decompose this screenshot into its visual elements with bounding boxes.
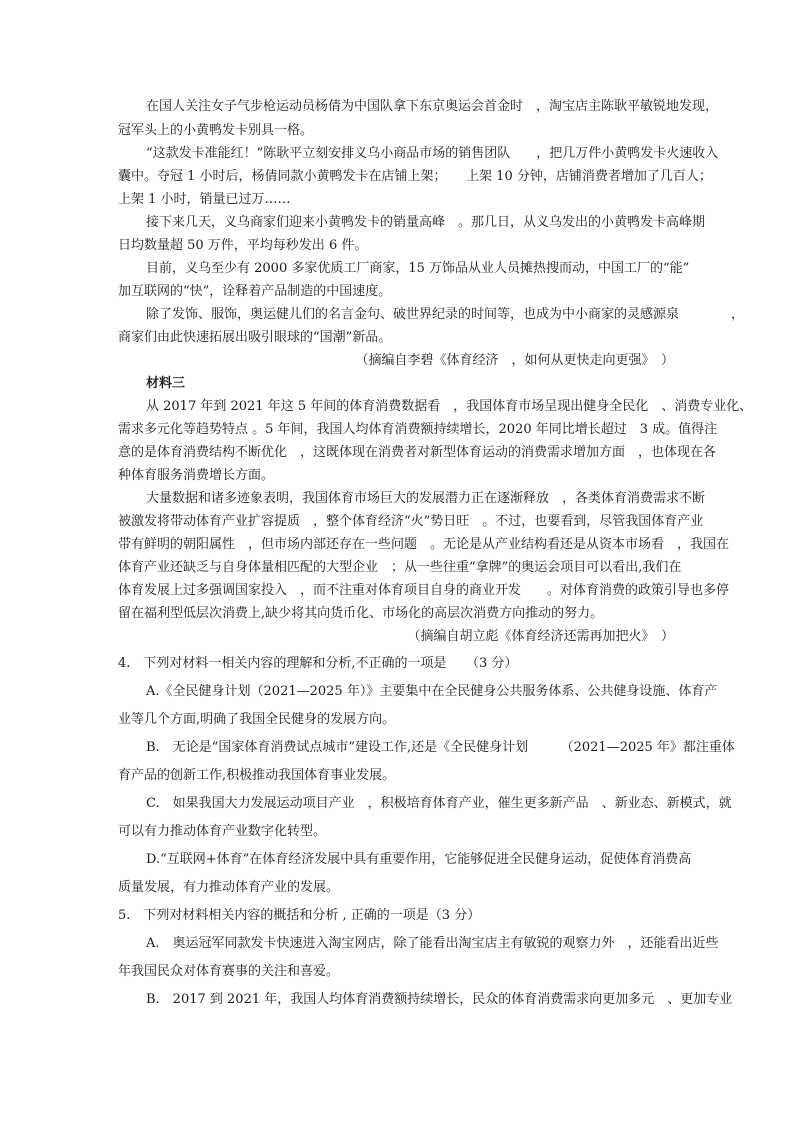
para-line: 除了发饰、服饰，奥运健儿们的名言金句、破世界纪录的时间等，也成为中小商家的灵感源泉 ， (146, 307, 745, 322)
para-line: 被激发将带动体育产业扩容提质 ，整个体育经济“火”势日旺 。不过，也要看到，尽管我国体育产业 (118, 514, 704, 529)
para-line: 意的是体育消费结构不断优化 ，这既体现在消费者对新型体育运动的消费需求增加方面 ，也体现在各 (118, 445, 717, 460)
para-line: 需求多元化等趋势特点 。5 年间，我国人均体育消费额持续增长，2020 年同比增长超过 3 成。值得注 (118, 422, 718, 437)
para-line: 在国人关注女子气步枪运动员杨倩为中国队拿下东京奥运会首金时 ，淘宝店主陈耿平敏锐地发现， (146, 99, 719, 114)
source-citation: （摘编自胡立彪《体育经济还需再加把火》 ） (407, 629, 674, 644)
question-4-option-a-cont: 业等几个方面,明确了我国全民健身的发展方向。 (118, 712, 396, 727)
para-line: 目前，义乌至少有 2000 多家优质工厂商家，15 万饰品从业人员摊热搜而动，中国工厂的“能” (146, 261, 690, 276)
para-line: 日均数量超 50 万件，平均每秒发出 6 件。 (118, 238, 368, 253)
section-heading: 材料三 (146, 376, 186, 391)
question-5-stem: 5. 下列对材料相关内容的概括和分析 , 正确的一项是（3 分） (118, 908, 481, 923)
question-4-option-a: A.《全民健身计划（2021—2025 年）》主要集中在全民健身公共服务体系、公共健身设施、体育产 (146, 684, 718, 699)
para-line: 从 2017 年到 2021 年这 5 年间的体育消费数据看 ，我国体育市场呈现出健身全民化 、消费专业化、 (146, 399, 753, 414)
question-4-option-b-cont: 育产品的创新工作,积极推动我国体育事业发展。 (118, 768, 396, 783)
para-line: 囊中。夺冠 1 小时后，杨倩同款小黄鸭发卡在店铺上架； 上架 10 分钟，店铺消费者增加了几百人； (118, 169, 712, 184)
para-line: 上架 1 小时，销量已过万…… (118, 192, 291, 207)
question-4-option-d-cont: 质量发展，有力推动体育产业的发展。 (118, 880, 340, 895)
question-4-option-b: B. 无论是“国家体育消费试点城市”建设工作,还是《全民健身计划 （2021—2025 年》都注重体 (146, 740, 735, 755)
para-line: 商家们由此快速拓展出吸引眼球的“国潮”新品。 (118, 330, 392, 345)
question-4-option-c-cont: 可以有力推动体育产业数字化转型。 (118, 824, 327, 839)
para-line: 种体育服务消费增长方面。 (118, 468, 275, 483)
para-line: 带有鲜明的朝阳属性 ，但市场内部还存在一些问题 。无论是从产业结构看还是从资本市场看 ，我国在 (118, 537, 730, 552)
para-line: 接下来几天，义乌商家们迎来小黄鸭发卡的销量高峰 。那几日，从义乌发出的小黄鸭发卡高峰期 (146, 215, 706, 230)
question-5-option-b: B. 2017 到 2021 年，我国人均体育消费额持续增长，民众的体育消费需求向更加多元 、更加专业 (146, 992, 733, 1007)
para-line: 留在福利型低层次消费上,缺少将其向货币化、市场化的高层次消费方向推动的努力。 (118, 606, 604, 621)
para-line: “这款发卡准能红！”陈耿平立刻安排义乌小商品市场的销售团队 ，把几万件小黄鸭发卡火速收入 (146, 146, 719, 161)
source-citation: （摘编自李碧《体育经济 ，如何从更快走向更强》 ） (355, 353, 674, 368)
para-line: 体育发展上过多强调国家投入 ，而不注重对体育项目自身的商业开发 。对体育消费的政策引导也多停 (118, 583, 730, 598)
question-5-option-a-cont: 年我国民众对体育赛事的关注和喜爱。 (118, 964, 340, 979)
para-line: 冠军头上的小黄鸭发卡别具一格。 (118, 123, 314, 138)
question-4-option-c: C. 如果我国大力发展运动项目产业 ，积极培育体育产业，催生更多新产品 、新业态、新模式，就 (146, 796, 732, 811)
para-line: 大量数据和诸多迹象表明，我国体育市场巨大的发展潜力正在逐渐释放 ，各类体育消费需求不断 (146, 491, 706, 506)
para-line: 加互联网的“快”，诠释着产品制造的中国速度。 (118, 284, 392, 299)
question-4-option-d: D.“互联网+体育”在体育经济发展中具有重要作用，它能够促进全民健身运动，促使体育消费高 (146, 852, 692, 867)
question-5-option-a: A. 奥运冠军同款发卡快速进入淘宝网店，除了能看出淘宝店主有敏锐的观察力外 ，还能看出近些 (146, 936, 719, 951)
question-4-stem: 4. 下列对材料一相关内容的理解和分析,不正确的一项是 （3 分） (118, 656, 518, 671)
para-line: 体育产业还缺乏与自身体量相匹配的大型企业 ；从一些往重“拿牌”的奥运会项目可以看出,我们在 (118, 560, 682, 575)
